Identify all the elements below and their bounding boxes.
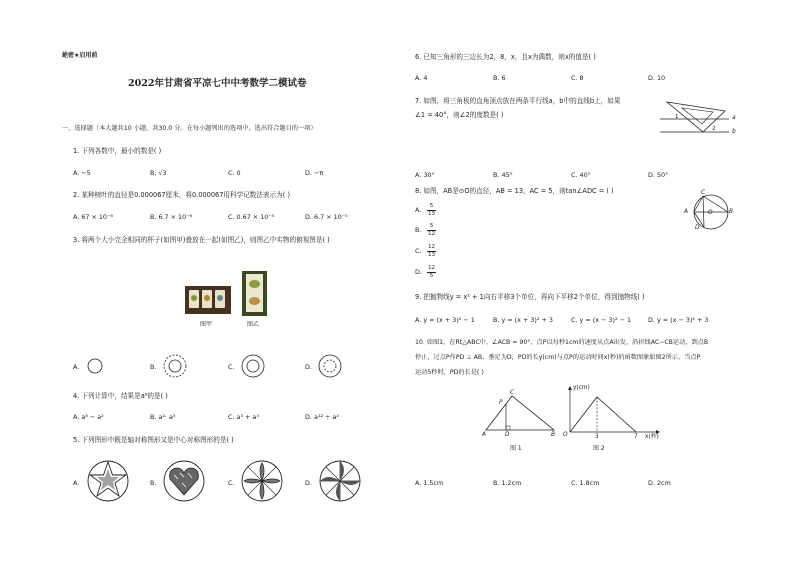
q9-option-b[interactable]: B. y = (x + 3)² + 3 [493, 316, 553, 324]
q7-option-a[interactable]: A. 30° [415, 171, 435, 179]
q5-option-c[interactable]: C. [228, 479, 235, 487]
q8-stem: 8. 如图，AB是⊙O的直径，AB = 13，AC = 5，则tan∠ADC = ( ) [415, 187, 614, 195]
q1-option-b[interactable]: B. √3 [150, 169, 167, 177]
fig-caption-b: 图乙 [247, 321, 260, 328]
q3-stem: 3. 将两个大小完全相同的杯子(如图甲)叠放在一起(如图乙)，则图乙中实物的俯视图是( ) [73, 236, 330, 244]
q8-option-b-fraction: 5 12 [427, 223, 436, 237]
q10-caption-2: 图 2 [593, 445, 605, 452]
q9-option-a[interactable]: A. y = (x + 3)² − 1 [415, 316, 475, 324]
q7-angle-2-label: 2 [712, 126, 716, 132]
q8-option-d[interactable]: D. [415, 268, 422, 276]
q10-graph-tick-3: 3 [595, 434, 599, 440]
q3-option-c[interactable]: C. [228, 363, 235, 371]
q8-label-b: B [729, 209, 733, 215]
q3-option-b[interactable]: B. [150, 363, 157, 371]
q7-label-a: a [732, 114, 736, 121]
q5-option-a-figure [86, 459, 130, 503]
q3-option-c-figure [240, 353, 266, 379]
q4-stem: 4. 下列计算中，结果是a⁶的是( ) [73, 392, 168, 400]
q10-label-d: D [505, 432, 510, 438]
q3-option-b-figure [162, 353, 188, 379]
q3-option-a-figure [85, 356, 105, 376]
q6-stem: 6. 已知三角形的三边长为2，8，x，且x为偶数，则x的值是( ) [415, 53, 596, 61]
q5-option-c-figure [240, 459, 284, 503]
q5-option-d-figure [318, 459, 362, 503]
q5-option-a[interactable]: A. [73, 479, 80, 487]
q10-graph-origin: O [563, 432, 568, 438]
q6-option-d[interactable]: D. 10 [648, 74, 666, 82]
q3-option-d[interactable]: D. [305, 363, 312, 371]
secret-label: 絶密★启用前 [62, 52, 98, 59]
q8-option-c[interactable]: C. [415, 247, 422, 255]
q2-option-d[interactable]: D. 6.7 × 10⁻⁵ [305, 213, 348, 221]
q1-option-c[interactable]: C. 0 [228, 169, 241, 177]
q8-label-o: O [708, 210, 713, 216]
q9-option-d[interactable]: D. y = (x − 3)² + 3 [648, 316, 709, 324]
q2-option-b[interactable]: B. 6.7 × 10⁻⁶ [150, 213, 193, 221]
q2-option-a[interactable]: A. 67 × 10⁻⁶ [73, 213, 113, 221]
q8-option-b[interactable]: B. [415, 226, 422, 234]
q10-stem-line1: 10. 如图1，在Rt△ABC中，∠ACB = 90°，点P以每秒1cm的速度从点A出发，沿折线AC−CB运动，到点B [415, 339, 709, 346]
q8-option-c-fraction: 12 13 [427, 244, 436, 258]
q6-option-b[interactable]: B. 6 [493, 74, 506, 82]
q10-label-b: B [551, 432, 555, 438]
q9-stem: 9. 把抛物线y = x² + 1向右平移3个单位，再向下平移2个单位，得到抛物线( ) [415, 293, 645, 301]
q10-label-a: A [482, 432, 486, 438]
q10-option-a[interactable]: A. 1.5cm [415, 479, 444, 487]
q1-stem: 1. 下列各数中，最小的数是( ) [73, 147, 162, 155]
q6-option-a[interactable]: A. 4 [415, 74, 428, 82]
q2-option-c[interactable]: C. 0.67 × 10⁻⁵ [228, 213, 275, 221]
q10-graph-ylabel: y(cm) [573, 385, 590, 391]
q3-option-d-figure [317, 353, 343, 379]
q10-option-d[interactable]: D. 2cm [648, 479, 671, 487]
q10-label-c: C [510, 390, 515, 396]
q7-stem-line1: 7. 如图，将三角板的直角顶点放在两条平行线a，b中的直线b上，如果 [415, 97, 621, 105]
q4-option-c[interactable]: C. a³ + a³ [228, 413, 259, 421]
q10-stem-line2: 停止，过点P作PD ⊥ AB，垂足为D，PD的长y(cm)与点P的运动时间x(秒)的函数图象如图2所示，当点P [415, 354, 701, 361]
q7-option-b[interactable]: B. 45° [493, 171, 513, 179]
q10-label-p: P [499, 400, 503, 406]
cups-photo-a [185, 286, 231, 314]
q5-option-b-figure [162, 459, 206, 503]
page-title: 2022年甘肃省平凉七中中考数学二模试卷 [128, 78, 307, 89]
cups-photo-b [242, 271, 267, 316]
q7-stem-line2: ∠1 = 40°，则∠2的度数是( ) [415, 111, 504, 119]
q7-option-c[interactable]: C. 40° [571, 171, 591, 179]
q7-angle-1-label: 1 [675, 114, 679, 120]
q7-parallel-lines-figure [655, 98, 740, 142]
q7-option-d[interactable]: D. 50° [648, 171, 669, 179]
fig-caption-a: 图甲 [200, 321, 213, 328]
q4-option-b[interactable]: B. a²· a³ [150, 413, 176, 421]
q10-graph-xlabel: x(秒) [645, 434, 659, 440]
q8-option-a[interactable]: A. [415, 206, 422, 214]
q7-label-b: b [732, 128, 736, 135]
q8-label-a: A [684, 209, 688, 215]
q10-stem-line3: 运动5秒时，PD的长是( ) [415, 369, 484, 376]
q10-option-c[interactable]: C. 1.8cm [571, 479, 600, 487]
q4-option-d[interactable]: D. a¹² ÷ a² [305, 413, 339, 421]
q10-option-b[interactable]: B. 1.2cm [493, 479, 522, 487]
q1-option-a[interactable]: A. −5 [73, 169, 91, 177]
q8-label-d: D [695, 225, 700, 231]
q10-graph-tick-7: 7 [634, 434, 638, 440]
q8-option-d-fraction: 12 5 [427, 265, 436, 279]
q6-option-c[interactable]: C. 8 [571, 74, 584, 82]
q5-stem: 5. 下列图形中既是轴对称图形又是中心对称图形的是( ) [73, 436, 234, 444]
q4-option-a[interactable]: A. a⁸ − a² [73, 413, 104, 421]
q5-option-d[interactable]: D. [305, 479, 312, 487]
q10-triangle-figure [482, 392, 562, 438]
section-heading: 一、选择题（本大题共10 小题，共30.0 分。在每小题列出的选项中，选出符合题目的一项） [62, 125, 317, 132]
q3-option-a[interactable]: A. [73, 363, 80, 371]
q10-caption-1: 图 1 [510, 445, 522, 452]
q10-graph-figure [564, 385, 664, 440]
q8-label-c: C [701, 190, 706, 196]
q1-option-d[interactable]: D. −π [305, 169, 324, 177]
q5-option-b[interactable]: B. [150, 479, 157, 487]
q2-stem: 2. 某种树叶的直径是0.000067厘米，将0.000067用科学记数法表示为( ) [73, 191, 291, 199]
q8-option-a-fraction: 5 13 [427, 203, 436, 217]
q9-option-c[interactable]: C. y = (x − 3)² − 1 [571, 316, 632, 324]
